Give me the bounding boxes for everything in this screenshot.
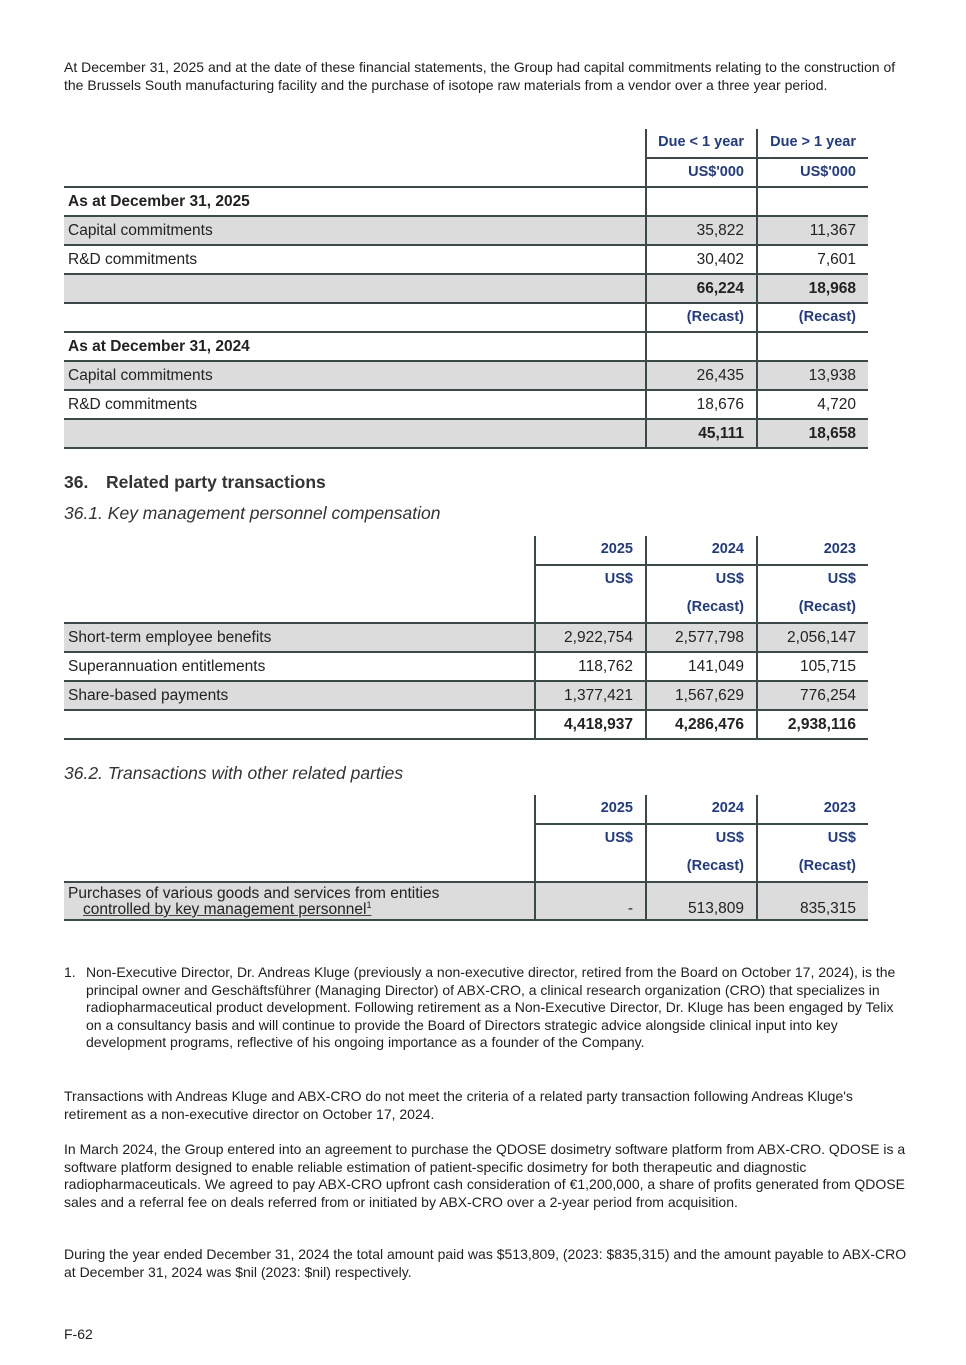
header-row bbox=[64, 795, 868, 824]
recast-label: (Recast) bbox=[646, 853, 757, 882]
total-row bbox=[64, 274, 868, 303]
unit-label: US$'000 bbox=[757, 158, 868, 187]
cell-value: 4,720 bbox=[757, 390, 868, 419]
column-header: 2023 bbox=[757, 536, 868, 565]
paragraph-2: In March 2024, the Group entered into an agreement to purchase the QDOSE dosimetry software platform from ABX-CRO. QDOSE is a software platform designed to enable reliable estimation of patient-specific dosimetry for both therapeutic and diagnostic radiopharmaceuticals. We agreed to pay ABX-CRO upfront cash consideration of €1,200,000, a share of profits generated from QDOSE sales and a referral fee on deals referred from or initiated by ABX-CRO over a 2-year period from acquisition. bbox=[64, 1141, 906, 1210]
recast-row bbox=[64, 853, 868, 882]
recast-row bbox=[64, 303, 868, 332]
header-row bbox=[64, 536, 868, 565]
table-row bbox=[64, 245, 868, 274]
section-heading-row bbox=[64, 187, 868, 216]
row-label: R&D commitments bbox=[64, 245, 646, 274]
footnote-ref: 1 bbox=[366, 899, 372, 910]
column-header: 2025 bbox=[535, 536, 646, 565]
row-label: Capital commitments bbox=[64, 216, 646, 245]
recast-row bbox=[64, 594, 868, 623]
row-label bbox=[64, 882, 535, 920]
footnote-text: Non-Executive Director, Dr. Andreas Kluge (previously a non-executive director, retired from the Board on October 17, 2024), is the principal owner and Geschäftsführer (Managing Director) of ABX-CRO, a clinical research organization (CRO) that specializes in radiopharmaceutical product development. Following retirement as a Non-Executive Director, Dr. Kluge has been engaged by Telix on a consultancy basis and will continue to provide the Board of Directors strategic advice alongside clinical input into key development programs, reflective of his ongoing importance as a founder of the Company. bbox=[86, 964, 896, 1050]
cell-value: 2,577,798 bbox=[646, 623, 757, 652]
table-row bbox=[64, 882, 868, 920]
cell-value: 141,049 bbox=[646, 652, 757, 681]
section-number: 36. bbox=[64, 472, 89, 492]
cell-value: 2,922,754 bbox=[535, 623, 646, 652]
total-row bbox=[64, 710, 868, 739]
unit-label: US$ bbox=[757, 565, 868, 594]
column-header: Due > 1 year bbox=[757, 129, 868, 158]
total-value: 18,968 bbox=[757, 274, 868, 303]
section-heading-row bbox=[64, 332, 868, 361]
cell-value: 35,822 bbox=[646, 216, 757, 245]
footnote-number: 1. bbox=[64, 964, 76, 980]
column-header: Due < 1 year bbox=[646, 129, 757, 158]
total-value: 2,938,116 bbox=[757, 710, 868, 739]
header-row bbox=[64, 129, 868, 158]
unit-label: US$ bbox=[535, 565, 646, 594]
row-label: R&D commitments bbox=[64, 390, 646, 419]
subsection-title-36-2: 36.2. Transactions with other related parties bbox=[64, 763, 404, 783]
section-heading: As at December 31, 2024 bbox=[64, 332, 646, 361]
cell-value: 1,377,421 bbox=[535, 681, 646, 710]
unit-label: US$ bbox=[646, 824, 757, 853]
footnote-1 bbox=[64, 964, 909, 1052]
commitments-table bbox=[64, 129, 868, 449]
subsection-title-36-1: 36.1. Key management personnel compensation bbox=[64, 503, 441, 523]
cell-value: 1,567,629 bbox=[646, 681, 757, 710]
row-label: Short-term employee benefits bbox=[64, 623, 535, 652]
cell-value: - bbox=[535, 882, 646, 920]
cell-value: 513,809 bbox=[646, 882, 757, 920]
total-value: 66,224 bbox=[646, 274, 757, 303]
unit-label: US$ bbox=[646, 565, 757, 594]
intro-paragraph: At December 31, 2025 and at the date of these financial statements, the Group had capital commitments relating to the construction of the Brussels South manufacturing facility and the purchase of isotope raw materials from a vendor over a three year period. bbox=[64, 59, 896, 93]
unit-label: US$ bbox=[757, 824, 868, 853]
units-row bbox=[64, 824, 868, 853]
recast-label: (Recast) bbox=[646, 303, 757, 332]
unit-label: US$ bbox=[535, 824, 646, 853]
cell-value: 18,676 bbox=[646, 390, 757, 419]
units-row bbox=[64, 565, 868, 594]
paragraph-3: During the year ended December 31, 2024 the total amount paid was $513,809, (2023: $835,315) and the amount payable to ABX-CRO at December 31, 2024 was $nil (2023: $nil) respectively. bbox=[64, 1246, 907, 1280]
kmp-compensation-table bbox=[64, 536, 868, 740]
table-row bbox=[64, 361, 868, 390]
row-label: Capital commitments bbox=[64, 361, 646, 390]
cell-value: 118,762 bbox=[535, 652, 646, 681]
cell-value: 776,254 bbox=[757, 681, 868, 710]
recast-label: (Recast) bbox=[757, 594, 868, 623]
total-value: 4,418,937 bbox=[535, 710, 646, 739]
total-row bbox=[64, 419, 868, 448]
row-label: Share-based payments bbox=[64, 681, 535, 710]
section-title: Related party transactions bbox=[106, 472, 326, 492]
cell-value: 26,435 bbox=[646, 361, 757, 390]
page-number: F-62 bbox=[64, 1326, 93, 1342]
recast-label: (Recast) bbox=[646, 594, 757, 623]
cell-value: 30,402 bbox=[646, 245, 757, 274]
unit-label: US$'000 bbox=[646, 158, 757, 187]
recast-label bbox=[535, 594, 646, 623]
cell-value: 2,056,147 bbox=[757, 623, 868, 652]
cell-value: 11,367 bbox=[757, 216, 868, 245]
units-row bbox=[64, 158, 868, 187]
cell-value: 835,315 bbox=[757, 882, 868, 920]
row-label-line1: Purchases of various goods and services from entities bbox=[68, 885, 440, 902]
table-row bbox=[64, 390, 868, 419]
recast-label: (Recast) bbox=[757, 853, 868, 882]
cell-value: 105,715 bbox=[757, 652, 868, 681]
table-row bbox=[64, 681, 868, 710]
column-header: 2025 bbox=[535, 795, 646, 824]
column-header: 2023 bbox=[757, 795, 868, 824]
recast-label bbox=[535, 853, 646, 882]
column-header: 2024 bbox=[646, 795, 757, 824]
table-row bbox=[64, 216, 868, 245]
cell-value: 7,601 bbox=[757, 245, 868, 274]
total-value: 4,286,476 bbox=[646, 710, 757, 739]
total-value: 45,111 bbox=[646, 419, 757, 448]
column-header: 2024 bbox=[646, 536, 757, 565]
row-label-line2: controlled by key management personnel$^1$ bbox=[83, 899, 372, 918]
table-row bbox=[64, 623, 868, 652]
paragraph-1: Transactions with Andreas Kluge and ABX-CRO do not meet the criteria of a related party transaction following Andreas Kluge's retirement as a non-executive director on October 17, 2024. bbox=[64, 1088, 853, 1122]
total-value: 18,658 bbox=[757, 419, 868, 448]
section-heading: As at December 31, 2025 bbox=[64, 187, 646, 216]
other-related-parties-table bbox=[64, 795, 868, 921]
cell-value: 13,938 bbox=[757, 361, 868, 390]
table-row bbox=[64, 652, 868, 681]
section-heading-36 bbox=[64, 474, 326, 492]
row-label: Superannuation entitlements bbox=[64, 652, 535, 681]
recast-label: (Recast) bbox=[757, 303, 868, 332]
